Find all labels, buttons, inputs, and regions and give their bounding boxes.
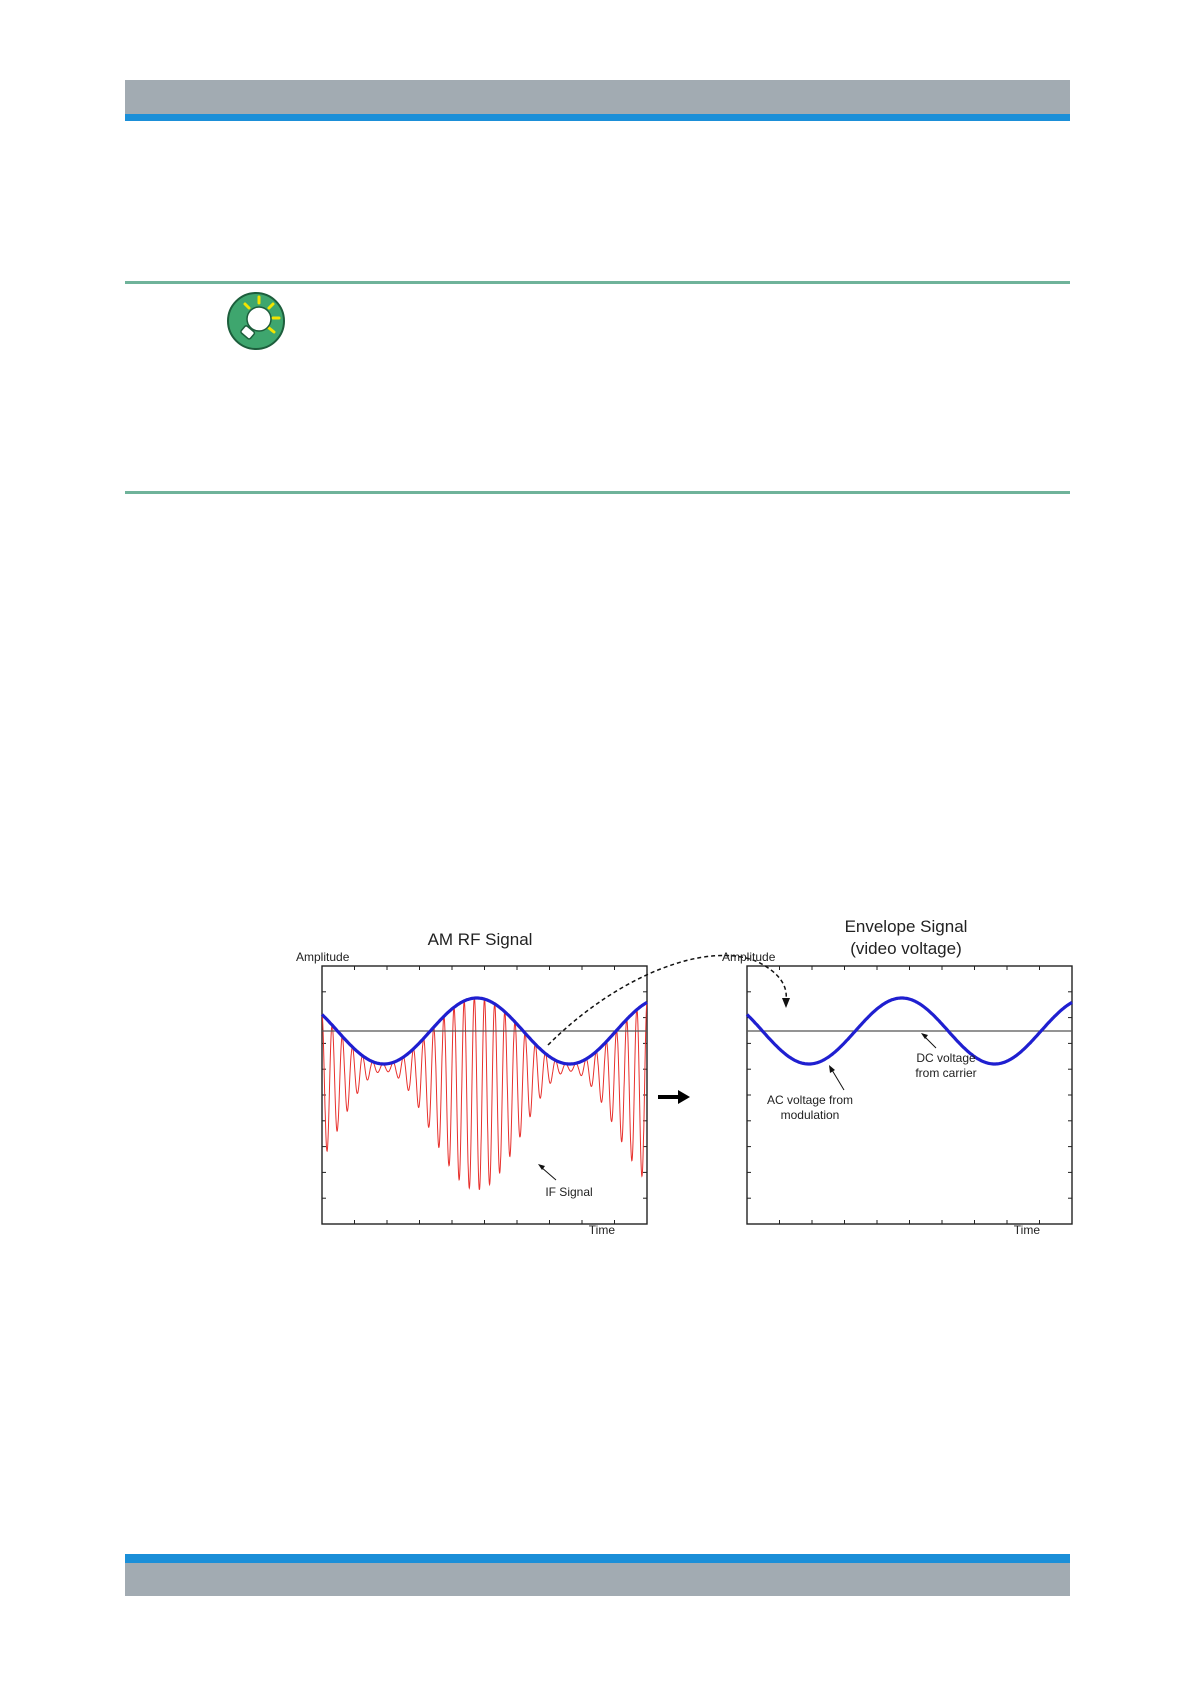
left-panel-title: AM RF Signal bbox=[427, 930, 533, 949]
ac-voltage-label-line1: AC voltage from bbox=[766, 1093, 854, 1107]
transfer-arrow-head bbox=[782, 998, 790, 1008]
dc-voltage-label-line2: from carrier bbox=[915, 1066, 977, 1080]
if-signal-label: IF Signal bbox=[545, 1185, 593, 1199]
dc-voltage-pointer bbox=[924, 1036, 936, 1048]
footer-accent-stripe bbox=[125, 1554, 1070, 1563]
figure-canvas bbox=[288, 900, 1088, 1250]
right-panel-ylabel: Amplitude bbox=[722, 950, 776, 964]
footer-bar bbox=[125, 1563, 1070, 1596]
if-signal-curve bbox=[322, 998, 647, 1190]
lightbulb-icon bbox=[226, 291, 286, 351]
tip-bottom-rule bbox=[125, 491, 1070, 494]
header-accent-stripe bbox=[125, 114, 1070, 121]
right-panel-title-line2: (video voltage) bbox=[850, 939, 962, 958]
header-bar bbox=[125, 80, 1070, 114]
left-panel-ylabel: Amplitude bbox=[296, 950, 350, 964]
left-panel-xlabel: Time bbox=[588, 1223, 615, 1237]
ac-voltage-pointer-head bbox=[829, 1065, 835, 1073]
if-signal-pointer bbox=[541, 1167, 556, 1180]
ac-voltage-label-line2: modulation bbox=[780, 1108, 840, 1122]
right-panel-title-line1: Envelope Signal bbox=[844, 917, 968, 936]
right-panel-xlabel: Time bbox=[1013, 1223, 1040, 1237]
left-panel-frame bbox=[322, 966, 647, 1224]
dc-voltage-label-line1: DC voltage bbox=[916, 1051, 976, 1065]
tip-top-rule bbox=[125, 281, 1070, 284]
ac-voltage-pointer bbox=[832, 1070, 844, 1090]
am-envelope-figure bbox=[288, 900, 1088, 1250]
